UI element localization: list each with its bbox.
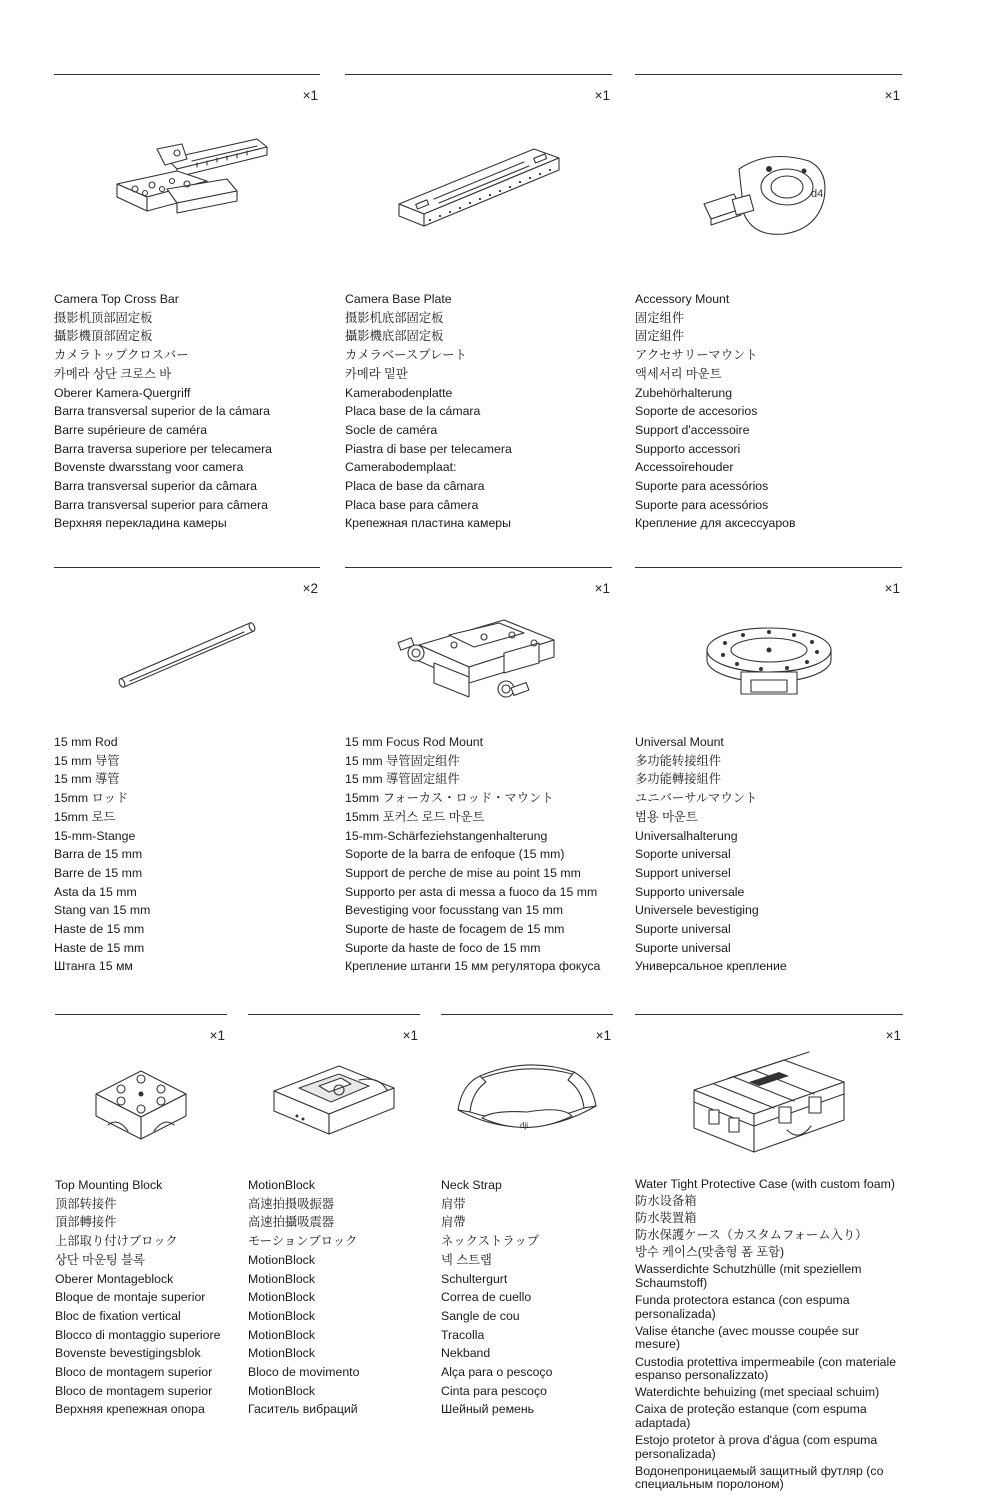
label-nl: Waterdichte behuizing (met speciaal schuim) xyxy=(635,1385,880,1400)
label-ko: 범용 마운트 xyxy=(635,809,698,824)
label-zh-hant: 固定組件 xyxy=(635,329,685,344)
quantity: ×1 xyxy=(594,581,610,596)
item-15mm-rod xyxy=(54,567,320,977)
15mm-focus-rod-mount-icon xyxy=(394,605,564,705)
label-en: Camera Base Plate xyxy=(345,292,452,306)
label-ko: 상단 마운팅 블록 xyxy=(55,1252,145,1267)
label-zh-hant: 肩帶 xyxy=(441,1215,466,1230)
label-fr: Socle de caméra xyxy=(345,422,438,437)
label-es: Placa base de la cámara xyxy=(345,404,481,419)
quantity: ×1 xyxy=(594,88,610,103)
divider xyxy=(441,1014,613,1015)
label-ja: ユニバーサルマウント xyxy=(635,791,758,806)
label-es: Correa de cuello xyxy=(441,1290,532,1305)
label-pt-pt: Bloco de montagem superior xyxy=(55,1365,213,1380)
label-pt-pt: Placa de base da câmara xyxy=(345,479,485,494)
item-camera-base-plate xyxy=(345,74,612,534)
label-en: Universal Mount xyxy=(635,735,724,749)
label-ko: 방수 케이스(맞춤형 폼 포함) xyxy=(635,1245,785,1260)
label-nl: Camerabodemplaat: xyxy=(345,460,457,475)
svg-text:dji: dji xyxy=(520,1121,529,1130)
label-nl: Bovenste bevestigingsblok xyxy=(55,1346,201,1361)
label-pt-pt: Caixa de proteção estanque (com espuma adaptada) xyxy=(635,1402,867,1430)
label-fr: Barre supérieure de caméra xyxy=(54,422,208,437)
label-ru: Крепление штанги 15 мм регулятора фокуса xyxy=(345,959,601,974)
label-en: Accessory Mount xyxy=(635,292,730,306)
label-ja: モーションブロック xyxy=(248,1234,358,1249)
label-es: Soporte de la barra de enfoque (15 mm) xyxy=(345,847,565,862)
label-ja: ネックストラップ xyxy=(441,1234,540,1249)
item-water-tight-protective-case xyxy=(635,1014,903,1494)
quantity: ×1 xyxy=(884,581,900,596)
label-it: Blocco di montaggio superiore xyxy=(55,1327,221,1342)
label-de: Kamerabodenplatte xyxy=(345,385,453,400)
divider xyxy=(248,1014,420,1015)
label-ru: Универсальное крепление xyxy=(635,959,787,974)
divider xyxy=(345,567,612,568)
label-ja: 15mm フォーカス・ロッド・マウント xyxy=(345,791,554,806)
divider xyxy=(55,1014,227,1015)
label-it: MotionBlock xyxy=(248,1327,315,1342)
label-pt-br: Cinta para pescoço xyxy=(441,1383,547,1398)
item-motionblock xyxy=(248,1014,420,1424)
label-zh-hant: 防水裝置箱 xyxy=(635,1211,697,1226)
label-ru: Гаситель вибраций xyxy=(248,1402,358,1417)
label-ru: Верхняя крепежная опора xyxy=(55,1402,205,1417)
label-zh-hans: 摄影机顶部固定板 xyxy=(54,310,153,325)
label-pt-br: MotionBlock xyxy=(248,1383,315,1398)
label-zh-hans: 固定组件 xyxy=(635,310,685,325)
label-es: Bloque de montaje superior xyxy=(55,1290,206,1305)
quantity: ×1 xyxy=(885,1028,901,1043)
accessory-mount-icon xyxy=(699,149,839,244)
label-it: Supporto universale xyxy=(635,884,745,899)
label-de: 15-mm-Schärfeziehstangenhalterung xyxy=(345,828,548,843)
top-mounting-block-icon xyxy=(86,1059,196,1144)
divider xyxy=(635,567,902,568)
label-pt-br: Estojo protetor à prova d'água (com espuma personalizada) xyxy=(635,1433,878,1461)
svg-text:d4: d4 xyxy=(810,188,823,200)
label-it: Piastra di base per telecamera xyxy=(345,441,512,456)
label-zh-hans: 防水设备箱 xyxy=(635,1194,697,1209)
label-zh-hans: 高速拍摄吸振器 xyxy=(248,1196,335,1211)
quantity: ×2 xyxy=(302,581,318,596)
item-camera-top-cross-bar xyxy=(54,74,320,534)
label-en: Water Tight Protective Case (with custom foam) xyxy=(635,1177,895,1191)
label-nl: Accessoirehouder xyxy=(635,460,734,475)
label-ja: カメラベースプレート xyxy=(345,348,467,363)
divider xyxy=(635,1014,903,1015)
label-es: Soporte de accesorios xyxy=(635,404,758,419)
label-de: Wasserdichte Schutzhülle (mit speziellem Schaumstoff) xyxy=(635,1262,862,1291)
label-it: Tracolla xyxy=(441,1327,485,1342)
label-zh-hant: 15 mm 導管固定組件 xyxy=(345,772,460,787)
label-pt-pt: Alça para o pescoço xyxy=(441,1365,553,1380)
divider xyxy=(635,74,902,75)
motionblock-icon xyxy=(269,1056,399,1144)
label-zh-hant: 15 mm 導管 xyxy=(54,772,120,787)
quantity: ×1 xyxy=(302,88,318,103)
label-ru: Шейный ремень xyxy=(441,1402,535,1417)
label-pt-br: Barra transversal superior para câmera xyxy=(54,497,268,512)
label-pt-pt: Suporte universal xyxy=(635,922,731,937)
label-pt-pt: Haste de 15 mm xyxy=(54,922,145,937)
item-15mm-focus-rod-mount xyxy=(345,567,612,977)
label-zh-hans: 多功能转接组件 xyxy=(635,753,722,768)
label-nl: Bovenste dwarsstang voor camera xyxy=(54,460,244,475)
label-pt-pt: Suporte de haste de focagem de 15 mm xyxy=(345,922,565,937)
label-en: Top Mounting Block xyxy=(55,1178,163,1192)
label-zh-hans: 15 mm 导管 xyxy=(54,753,120,768)
divider xyxy=(54,567,320,568)
label-ko: 15mm 포커스 로드 마운트 xyxy=(345,809,485,824)
divider xyxy=(345,74,612,75)
label-it: Asta da 15 mm xyxy=(54,884,137,899)
label-zh-hant: 頂部轉接件 xyxy=(55,1215,117,1230)
label-nl: Stang van 15 mm xyxy=(54,903,151,918)
quantity: ×1 xyxy=(402,1028,418,1043)
label-de: MotionBlock xyxy=(248,1271,315,1286)
label-fr: Support de perche de mise au point 15 mm xyxy=(345,865,581,880)
label-ru: Крепление для аксессуаров xyxy=(635,516,796,531)
label-es: Soporte universal xyxy=(635,847,731,862)
label-ja: カメラトップクロスバー xyxy=(54,348,189,363)
universal-mount-icon xyxy=(699,622,839,702)
label-pt-br: Suporte para acessórios xyxy=(635,497,769,512)
label-en: 15 mm Focus Rod Mount xyxy=(345,735,484,749)
label-de: Universalhalterung xyxy=(635,828,738,843)
label-de: Schultergurt xyxy=(441,1271,508,1286)
label-fr: Support universel xyxy=(635,865,731,880)
label-nl: MotionBlock xyxy=(248,1346,315,1361)
label-pt-br: Suporte da haste de foco de 15 mm xyxy=(345,940,541,955)
label-ko: 넥 스트랩 xyxy=(441,1252,492,1267)
label-ja: 15mm ロッド xyxy=(54,791,129,806)
protective-case-icon xyxy=(689,1052,849,1160)
label-ru: Водонепроницаемый защитный футляр (со специальным поролоном) xyxy=(635,1463,884,1492)
label-ja: 防水保護ケース（カスタムフォーム入り） xyxy=(635,1228,868,1243)
label-zh-hant: 攝影機頂部固定板 xyxy=(54,329,153,344)
label-nl: Bevestiging voor focusstang van 15 mm xyxy=(345,903,564,918)
label-de: Oberer Montageblock xyxy=(55,1271,174,1286)
label-pt-br: Placa base para câmera xyxy=(345,497,479,512)
label-pt-br: Suporte universal xyxy=(635,940,731,955)
label-es: MotionBlock xyxy=(248,1290,315,1305)
neck-strap-icon xyxy=(452,1054,602,1142)
label-es: Barra de 15 mm xyxy=(54,847,143,862)
label-zh-hans: 肩带 xyxy=(441,1196,466,1211)
divider xyxy=(54,74,320,75)
label-fr: Barre de 15 mm xyxy=(54,865,143,880)
item-accessory-mount xyxy=(635,74,902,534)
15mm-rod-icon xyxy=(112,617,262,689)
label-pt-pt: Bloco de movimento xyxy=(248,1365,360,1380)
label-ja: 上部取り付けブロック xyxy=(55,1234,178,1249)
label-zh-hant: 攝影機底部固定板 xyxy=(345,329,444,344)
item-top-mounting-block xyxy=(55,1014,227,1424)
label-zh-hant: 多功能轉接組件 xyxy=(635,772,722,787)
label-ko: 카메라 밑판 xyxy=(345,366,408,381)
label-ja: アクセサリーマウント xyxy=(635,348,758,363)
item-universal-mount xyxy=(635,567,902,977)
label-ko: 카메라 상단 크로스 바 xyxy=(54,366,172,381)
label-pt-br: Haste de 15 mm xyxy=(54,940,145,955)
label-fr: Support d'accessoire xyxy=(635,422,750,437)
label-en: Neck Strap xyxy=(441,1178,502,1192)
label-nl: Universele bevestiging xyxy=(635,903,759,918)
label-pt-pt: Barra transversal superior da câmara xyxy=(54,479,257,494)
label-it: Supporto per asta di messa a fuoco da 15 mm xyxy=(345,884,598,899)
label-it: Custodia protettiva impermeabile (con materiale espanso personalizzato) xyxy=(635,1354,897,1383)
label-nl: Nekband xyxy=(441,1346,491,1361)
label-es: Barra transversal superior de la cámara xyxy=(54,404,270,419)
label-ko: 15mm 로드 xyxy=(54,809,116,824)
label-zh-hans: 摄影机底部固定板 xyxy=(345,310,444,325)
label-zh-hant: 高速拍攝吸震器 xyxy=(248,1215,335,1230)
label-en: MotionBlock xyxy=(248,1178,315,1192)
label-en: 15 mm Rod xyxy=(54,735,118,749)
label-de: Oberer Kamera-Quergriff xyxy=(54,385,191,400)
label-en: Camera Top Cross Bar xyxy=(54,292,179,306)
label-pt-pt: Suporte para acessórios xyxy=(635,479,769,494)
quantity: ×1 xyxy=(884,88,900,103)
label-ru: Штанга 15 мм xyxy=(54,959,133,974)
label-ko: MotionBlock xyxy=(248,1252,315,1267)
label-es: Funda protectora estanca (con espuma personalizada) xyxy=(635,1293,850,1321)
camera-base-plate-icon xyxy=(394,144,564,234)
label-zh-hans: 顶部转接件 xyxy=(55,1196,117,1211)
label-ko: 액세서리 마운트 xyxy=(635,366,722,381)
label-de: 15-mm-Stange xyxy=(54,828,136,843)
label-fr: MotionBlock xyxy=(248,1308,315,1323)
label-zh-hans: 15 mm 导管固定组件 xyxy=(345,753,460,768)
label-de: Zubehörhalterung xyxy=(635,385,733,400)
label-pt-br: Bloco de montagem superior xyxy=(55,1383,213,1398)
label-fr: Valise étanche (avec mousse coupée sur mesure) xyxy=(635,1323,859,1352)
item-neck-strap xyxy=(441,1014,613,1424)
label-ru: Верхняя перекладина камеры xyxy=(54,516,227,531)
quantity: ×1 xyxy=(209,1028,225,1043)
label-ru: Крепежная пластина камеры xyxy=(345,516,511,531)
quantity: ×1 xyxy=(595,1028,611,1043)
label-it: Supporto accessori xyxy=(635,441,741,456)
label-fr: Bloc de fixation vertical xyxy=(55,1308,181,1323)
label-fr: Sangle de cou xyxy=(441,1308,520,1323)
camera-top-cross-bar-icon xyxy=(97,129,277,239)
label-it: Barra traversa superiore per telecamera xyxy=(54,441,273,456)
